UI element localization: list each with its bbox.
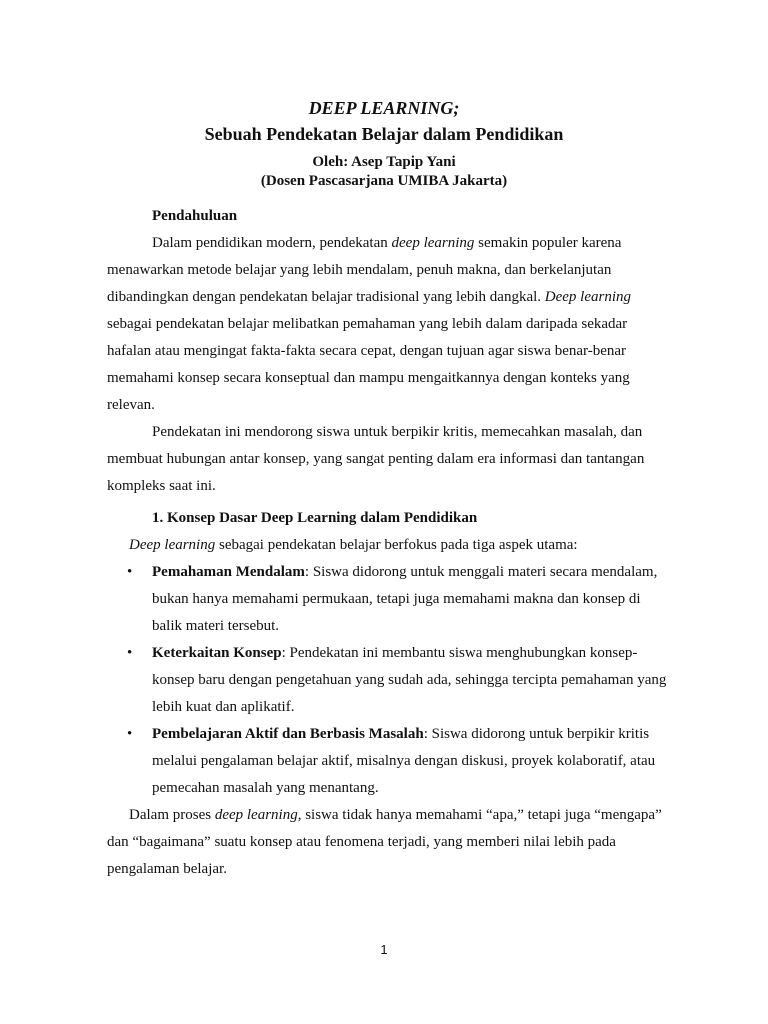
- intro-paragraph-2: Pendekatan ini mendorong siswa untuk berpikir kritis, memecahkan masalah, dan membuat hubungan antar konsep, yang sangat penting dalam era informasi dan tantangan kompleks saat ini.: [107, 424, 645, 494]
- section-1-lead: [107, 532, 669, 559]
- text-run: Dalam proses: [129, 807, 215, 823]
- list-item-term: Pemahaman Mendalam: [152, 564, 305, 580]
- section-1: [107, 505, 669, 883]
- author-line: Oleh: Asep Tapip Yani: [312, 154, 456, 170]
- introduction-section: [107, 203, 669, 500]
- intro-heading: Pendahuluan: [152, 208, 238, 224]
- list-item-text: : Siswa didorong untuk menggali materi secara mendalam, bukan hanya memahami permukaan, tetapi juga memahami makna dan konsep di balik materi tersebut.: [152, 564, 658, 634]
- emphasis-text: deep learning: [214, 807, 298, 823]
- section-1-closing: [107, 802, 669, 883]
- emphasis-text: Deep learning: [544, 289, 632, 305]
- text-run: semakin populer karena menawarkan metode belajar yang lebih mendalam, penuh makna, dan berkelanjutan dibandingkan dengan pendekatan belajar tradisional yang lebih dangkal.: [107, 235, 622, 305]
- emphasis-text: deep learning: [391, 235, 475, 251]
- title-line-2: Sebuah Pendekatan Belajar dalam Pendidikan: [204, 124, 564, 144]
- title-line-1: DEEP LEARNING;: [308, 98, 460, 118]
- list-item: [107, 721, 669, 802]
- bullet-icon: •: [127, 726, 133, 742]
- text-run: sebagai pendekatan belajar berfokus pada tiga aspek utama:: [215, 537, 578, 553]
- affiliation-line: (Dosen Pascasarjana UMIBA Jakarta): [260, 173, 508, 189]
- list-item-term: Keterkaitan Konsep: [152, 645, 282, 661]
- bullet-icon: •: [127, 564, 133, 580]
- list-item: [107, 640, 669, 721]
- emphasis-text: Deep learning: [129, 537, 216, 553]
- aspect-list: [107, 559, 669, 802]
- list-item-term: Pembelajaran Aktif dan Berbasis Masalah: [152, 726, 424, 742]
- section-1-heading: 1. Konsep Dasar Deep Learning dalam Pendidikan: [152, 510, 478, 526]
- page-number: 1: [380, 942, 388, 957]
- text-run: , siswa tidak hanya memahami “apa,” tetapi juga “mengapa” dan “bagaimana” suatu konsep atau fenomena terjadi, yang memberi nilai lebih pada pengalaman belajar.: [107, 807, 662, 877]
- list-item-text: : Siswa didorong untuk berpikir kritis melalui pengalaman belajar aktif, misalnya dengan diskusi, proyek kolaboratif, atau pemecahan masalah yang menantang.: [152, 726, 656, 796]
- text-run: sebagai pendekatan belajar melibatkan pemahaman yang lebih dalam daripada sekadar hafalan atau mengingat fakta-fakta secara cepat, dengan tujuan agar siswa benar-benar memahami konsep secara konseptual dan mampu mengaitkannya dengan konteks yang relevan.: [107, 316, 630, 413]
- bullet-icon: •: [127, 645, 133, 661]
- intro-paragraph-1: [107, 230, 669, 419]
- list-item: [107, 559, 669, 640]
- list-item-text: : Pendekatan ini membantu siswa menghubungkan konsep-konsep baru dengan pengetahuan yang sudah ada, sehingga tercipta pemahaman yang lebih kuat dan aplikatif.: [152, 645, 667, 715]
- text-run: Dalam pendidikan modern, pendekatan: [152, 235, 392, 251]
